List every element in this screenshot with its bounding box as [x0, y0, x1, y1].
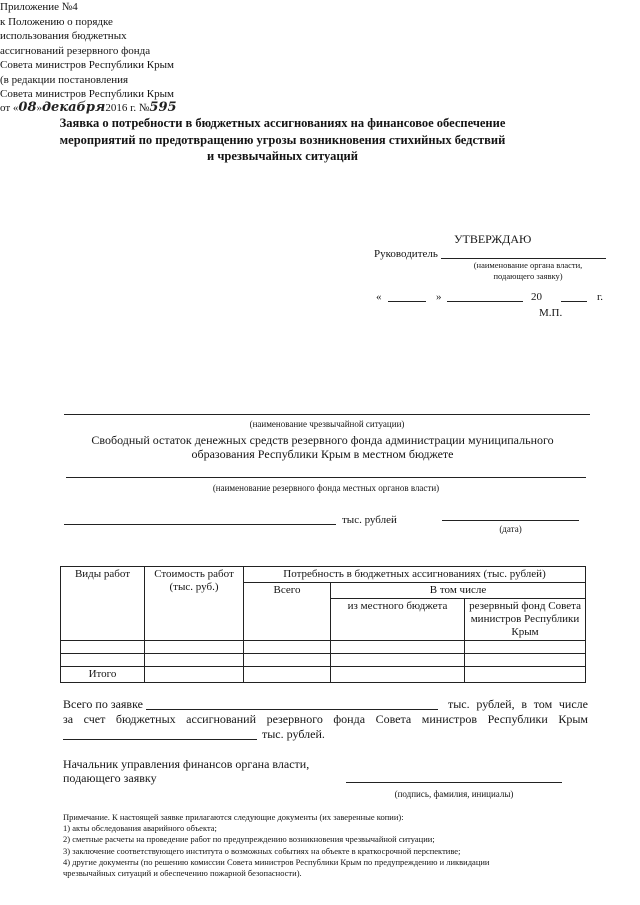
title-line: Заявка о потребности в бюджетных ассигнованиях на финансовое обеспечение — [59, 116, 506, 130]
note-line: 4) другие документы (по решению комиссии Совета министров Республики Крым по предупреждению и ликвидации — [63, 856, 490, 867]
summary-line-2: за счет бюджетных ассигнований резервного фонда Совета министров Республики Крым — [63, 712, 588, 726]
header-works: Виды работ — [61, 567, 145, 641]
date-caption: (дата) — [499, 524, 522, 534]
fund-caption: (наименование резервного фонда местных органов власти) — [212, 483, 440, 493]
handwritten-number: 595 — [149, 99, 177, 115]
title-line: мероприятий по предотвращению угрозы возникновения стихийных бедствий — [59, 132, 506, 147]
header-total: Всего — [244, 583, 331, 641]
approve-heading: УТВЕРЖДАЮ — [454, 232, 532, 246]
date-line — [442, 520, 579, 521]
header-need: Потребность в бюджетных ассигнованиях (тыс. рублей) — [244, 567, 586, 583]
appendix-line: к Положению о порядке — [0, 15, 113, 28]
table-row — [61, 654, 586, 667]
document-title — [0, 115, 565, 165]
date-prefix: от « — [0, 101, 19, 114]
appendix-line: использования бюджетных — [0, 30, 127, 42]
balance-line-2: образования Республики Крым в местном бюджете — [191, 447, 454, 461]
signature-line-1: Начальник управления финансов органа власти, — [63, 757, 310, 771]
appendix-line: (в редакции постановления — [0, 73, 129, 86]
header-local: из местного бюджета — [331, 599, 465, 641]
head-label: Руководитель — [374, 248, 438, 260]
summary-suffix: тыс. рублей. — [262, 727, 325, 741]
notes-block — [63, 812, 489, 879]
summary-total-line — [146, 709, 438, 710]
head-caption-1: (наименование органа власти, — [473, 260, 583, 270]
note-line: чрезвычайных ситуаций и обеспечению пожарной безопасности). — [63, 868, 302, 879]
handwritten-month: декабря — [42, 99, 106, 115]
amount-unit: тыс. рублей — [342, 514, 397, 526]
handwritten-day: 08 — [18, 99, 37, 115]
signature-line — [346, 782, 562, 783]
note-line: 1) акты обследования аварийного объекта; — [63, 823, 217, 834]
quote-open: « — [376, 291, 382, 303]
date-mid: » — [36, 101, 43, 114]
date-year: 2016 г. № — [105, 101, 150, 114]
note-line: Примечание. К настоящей заявке прилагаются следующие документы (их заверенные копии): — [63, 812, 404, 822]
balance-line-1: Свободный остаток денежных средств резервного фонда администрации муниципального — [91, 433, 554, 447]
summary-mid: тыс. рублей, в том числе — [448, 697, 588, 711]
signature-line-2: подающего заявку — [63, 771, 157, 785]
total-label: Итого — [61, 667, 145, 683]
note-line: 3) заключение соответствующего института о возможных событиях на объекте в краткосрочной перспективе; — [63, 845, 461, 856]
table-header-row — [61, 567, 586, 583]
day-line — [388, 301, 426, 302]
signature-caption: (подпись, фамилия, инициалы) — [394, 789, 514, 799]
emergency-name-line — [64, 414, 590, 415]
works-table — [60, 566, 586, 683]
head-signature-line — [441, 258, 606, 259]
month-line — [447, 301, 523, 302]
stamp-place: М.П. — [539, 307, 563, 319]
header-including: В том числе — [331, 583, 586, 599]
year-suffix: г. — [597, 291, 604, 303]
summary-reserve-line — [63, 739, 257, 740]
appendix-line: Приложение №4 — [0, 1, 78, 13]
appendix-line: ассигнований резервного фонда — [0, 44, 151, 57]
table-row — [61, 641, 586, 654]
appendix-block — [0, 0, 230, 115]
amount-line — [64, 524, 336, 525]
head-caption-2: подающего заявку) — [493, 271, 563, 281]
table-total-row — [61, 667, 586, 683]
appendix-date-line — [0, 101, 230, 116]
header-reserve: резервный фонд Совета министров Республики Крым — [465, 599, 586, 641]
header-cost: Стоимость работ (тыс. руб.) — [145, 567, 244, 641]
appendix-line: Совета министров Республики Крым — [0, 88, 174, 100]
year-line — [561, 301, 587, 302]
summary-prefix: Всего по заявке — [63, 697, 143, 711]
note-line: 2) сметные расчеты на проведение работ по предупреждению возникновения чрезвычайной ситуации; — [63, 834, 435, 845]
fund-name-line — [66, 477, 586, 478]
year-prefix: 20 — [531, 291, 542, 303]
quote-close: » — [436, 291, 442, 303]
appendix-line: Совета министров Республики Крым — [0, 59, 174, 71]
emergency-caption: (наименование чрезвычайной ситуации) — [249, 419, 405, 429]
title-line: и чрезвычайных ситуаций — [207, 149, 358, 163]
